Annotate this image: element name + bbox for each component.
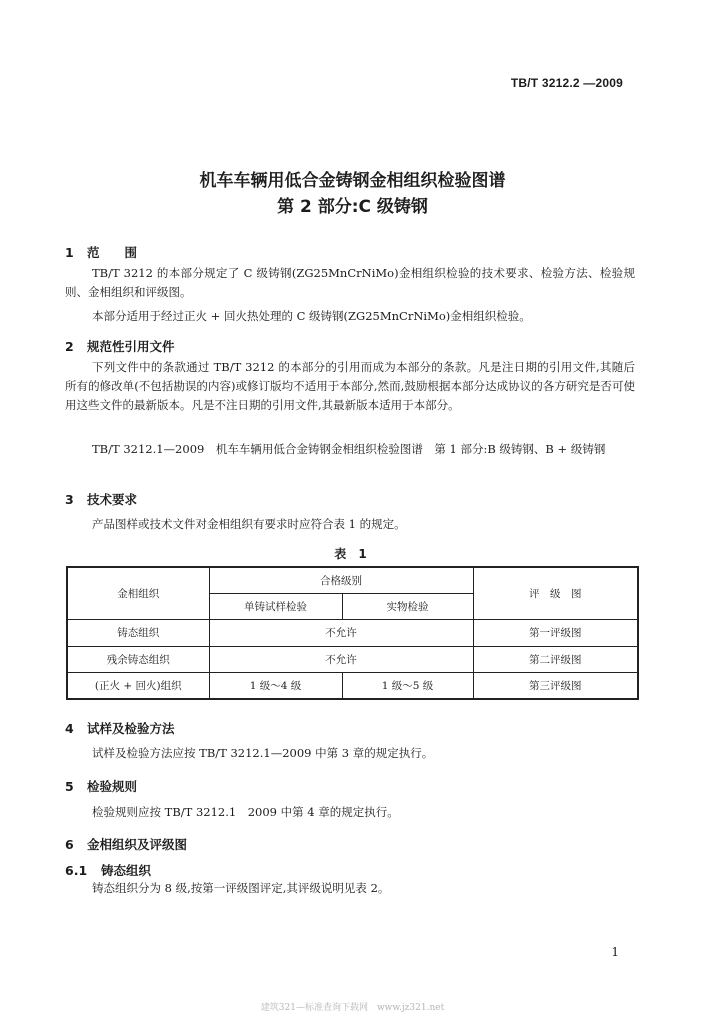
cell-grade: 不允许	[209, 620, 473, 646]
cell-chart: 第二评级图	[473, 646, 638, 672]
header-grade: 合格级别	[209, 567, 473, 594]
section-3-paragraph-1: 产品图样或技术文件对金相组织有要求时应符合表 1 的规定。	[92, 517, 406, 531]
section-2-heading	[65, 337, 175, 355]
section-number: 2	[65, 339, 74, 354]
section-number: 4	[65, 721, 74, 736]
section-title: 规范性引用文件	[87, 339, 175, 354]
section-5-heading	[65, 777, 137, 795]
section-number: 5	[65, 779, 74, 794]
section-1-heading	[65, 243, 137, 261]
document-number: TB/T 3212.2 —2009	[510, 76, 623, 90]
section-4-paragraph-1: 试样及检验方法应按 TB/T 3212.1—2009 中第 3 章的规定执行。	[92, 746, 434, 760]
section-2-paragraph-2: TB/T 3212.1—2009 机车车辆用低合金铸钢金相组织检验图谱 第 1 部分:B 级铸钢、B + 级铸钢	[92, 442, 606, 456]
section-2-paragraph-1: 下列文件中的条款通过 TB/T 3212 的本部分的引用而成为本部分的条款。凡是注日期的引用文件,其随后所有的修改单(不包括勘误的内容)或修订版均不适用于本部分,然而,鼓励根据本部分达成协议的各方研究是否可使用这些文件的最新版本。凡是不注日期的引用文件,其最新版本适用于本部分。	[65, 360, 635, 412]
watermark-text: 建筑321—标准查询下载网 www.jz321.net	[260, 1003, 445, 1013]
cell-structure: 残余铸态组织	[67, 646, 209, 672]
document-title: 机车车辆用低合金铸钢金相组织检验图谱	[199, 171, 506, 191]
page-number: 1	[611, 945, 619, 959]
section-1-paragraph-2: 本部分适用于经过正火 + 回火热处理的 C 级铸钢(ZG25MnCrNiMo)金相组织检验。	[92, 309, 531, 323]
header-single-sample: 单铸试样检验	[209, 594, 342, 620]
cell-grade: 不允许	[209, 646, 473, 672]
section-number: 3	[65, 492, 74, 507]
cell-chart: 第三评级图	[473, 672, 638, 699]
header-structure: 金相组织	[67, 567, 209, 620]
section-number: 1	[65, 245, 74, 260]
document-subtitle: 第 2 部分:C 级铸钢	[277, 197, 428, 217]
section-5-paragraph-1: 检验规则应按 TB/T 3212.1 2009 中第 4 章的规定执行。	[92, 805, 399, 819]
section-title: 技术要求	[87, 492, 138, 507]
section-6-heading	[65, 835, 187, 853]
section-number: 6	[65, 837, 74, 852]
header-physical: 实物检验	[342, 594, 473, 620]
cell-structure: (正火 + 回火)组织	[67, 672, 209, 699]
section-title: 试样及检验方法	[87, 721, 175, 736]
subsection-title: 铸态组织	[101, 863, 152, 878]
subsection-6-1-heading	[65, 861, 151, 879]
table-header-row	[67, 567, 638, 594]
cell-physical-grade: 1 级～5 级	[342, 672, 473, 699]
cell-single-grade: 1 级～4 级	[209, 672, 342, 699]
table-row	[67, 646, 638, 672]
section-4-heading	[65, 719, 175, 737]
table-row	[67, 620, 638, 646]
cell-chart: 第一评级图	[473, 620, 638, 646]
section-1-paragraph-1: TB/T 3212 的本部分规定了 C 级铸钢(ZG25MnCrNiMo)金相组织检验的技术要求、检验方法、检验规则、金相组织和评级图。	[65, 266, 635, 299]
section-title: 检验规则	[87, 779, 138, 794]
subsection-6-1-paragraph-1: 铸态组织分为 8 级,按第一评级图评定,其评级说明见表 2。	[92, 881, 390, 895]
section-title: 金相组织及评级图	[87, 837, 188, 852]
section-3-heading	[65, 490, 137, 508]
header-chart: 评 级 图	[473, 567, 638, 620]
table-row	[67, 672, 638, 699]
subsection-number: 6.1	[65, 863, 88, 878]
section-title: 范 围	[87, 245, 138, 260]
table-caption: 表 1	[334, 547, 371, 561]
grading-table	[66, 566, 639, 700]
cell-structure: 铸态组织	[67, 620, 209, 646]
